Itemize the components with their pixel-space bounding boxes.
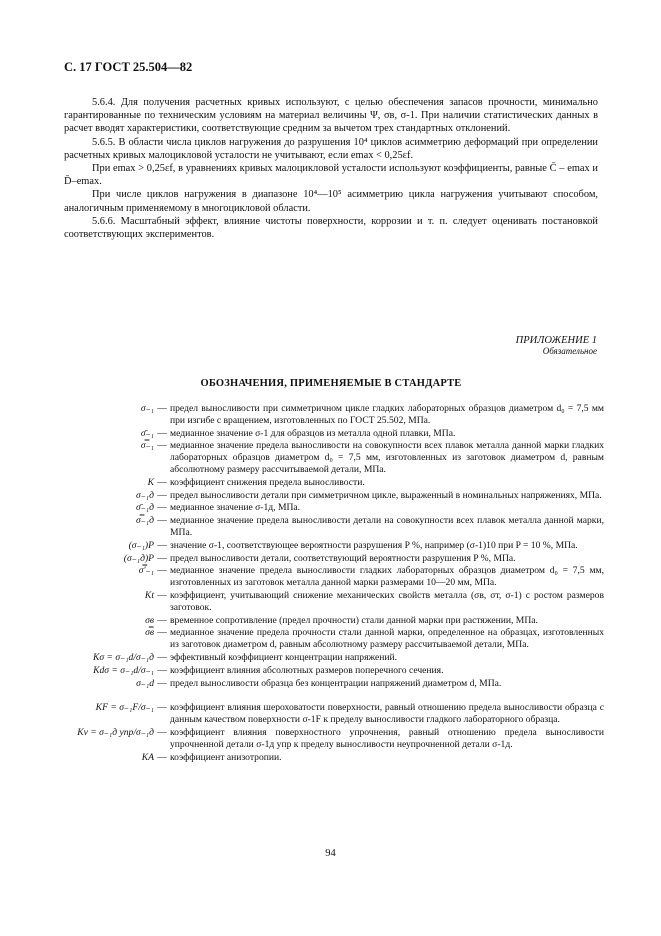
definition-dash: — — [157, 403, 167, 414]
definition-symbol: σ₋₁d — [136, 677, 154, 689]
appendix-subtitle: Обязательное — [542, 346, 597, 356]
definitions-list — [64, 403, 604, 764]
definition-symbol: Kv = σ₋₁д упр/σ₋₁д — [77, 726, 154, 738]
definition-text: эффективный коэффициент концентрации напряжений. — [170, 651, 398, 663]
definition-text: значение σ-1, соответствующее вероятности разрушения P %, например (σ-1)10 при P = 10 %, МПа. — [170, 539, 578, 551]
definition-item — [64, 590, 604, 614]
definition-dash: — — [157, 702, 167, 714]
definition-dash: — — [157, 751, 167, 763]
definitions-spacer — [64, 690, 604, 702]
definition-dash: — — [157, 614, 167, 626]
definition-text: медианное значение σ-1 для образцов из металла одной плавки, МПа. — [170, 427, 456, 439]
definition-item — [64, 678, 604, 690]
definition-symbol: (σ₋₁д)P — [123, 552, 154, 564]
paragraph-emax: При emax > 0,25εf, в уравнениях кривых малоцикловой усталости используют коэффициенты, равные C̄ – emax и D̄–emax. — [64, 163, 598, 188]
definition-text: коэффициент влияния шероховатости поверхности, равный отношению предела выносливости образца с данным качеством поверхности σ-1F к пределу выносливости гладкого лабораторного образца. — [170, 702, 604, 726]
definition-item — [64, 515, 604, 539]
definition-item — [64, 440, 604, 475]
definition-dash: — — [157, 427, 167, 439]
definition-symbol: σ̿₋₁д — [136, 515, 154, 527]
definition-item — [64, 553, 604, 565]
definition-dash: — — [157, 589, 167, 601]
paragraph-5-6-6: 5.6.6. Масштабный эффект, влияние чистоты поверхности, коррозии и т. п. следует оценивать постановкой соответствующих экспериментов. — [64, 215, 598, 241]
definition-symbol: KA — [141, 751, 154, 763]
definition-symbol: Kt — [144, 589, 154, 601]
definition-text: предел выносливости образца без концентрации напряжений диаметром d, МПа. — [170, 677, 502, 689]
definition-text: коэффициент анизотропии. — [170, 751, 282, 763]
definition-symbol: σв — [145, 614, 154, 626]
definition-item — [64, 540, 604, 552]
definition-text: коэффициент снижения предела выносливости. — [170, 476, 365, 488]
main-text — [64, 96, 598, 241]
definition-item — [64, 403, 604, 427]
definition-dash: — — [157, 489, 167, 501]
definition-item — [64, 702, 604, 726]
definition-item — [64, 490, 604, 502]
definition-text: медианное значение предела прочности стали данной марки, определенное на образцах, изготовленных из заготовок диаметром d, равным абсолютному размеру рассчитываемой детали, МПа. — [170, 627, 604, 651]
definition-dash: — — [157, 502, 167, 514]
definition-text: медианное значение предела выносливости гладких лабораторных образцов диаметром d₀ = 7,5 мм, изготовленных из заготовок металла данной марки размерами 10—20 мм, МПа. — [170, 565, 604, 589]
definition-item — [64, 752, 604, 764]
appendix-label — [516, 335, 597, 356]
definition-item — [64, 428, 604, 440]
paragraph-5-6-4: 5.6.4. Для получения расчетных кривых используют, с целью обеспечения запасов прочности, минимально гарантированные по техническим условиям на материал величины Ψ, σв, σ-1. При наличии статистических данных в расчет вводят характеристики, соответствующие средним за вычетом трех стандартных отклонений. — [64, 97, 598, 135]
definition-symbol: σ̄₋₁д — [136, 502, 154, 514]
definition-dash: — — [157, 726, 167, 738]
definition-dash: — — [157, 552, 167, 564]
definition-item — [64, 727, 604, 751]
definition-item — [64, 565, 604, 589]
definition-dash: — — [157, 627, 167, 639]
paragraph-cycles: При числе циклов нагружения в диапазоне 10⁴—10⁵ асимметрию цикла нагружения учитывают способом, аналогичным применяемому в многоцикловой области. — [64, 189, 598, 214]
definition-symbol: σ₋₁ — [140, 403, 154, 414]
definition-text: предел выносливости детали, соответствующий вероятности разрушения P %, МПа. — [170, 552, 516, 564]
definition-item — [64, 615, 604, 627]
definition-text: предел выносливости детали при симметричном цикле, выраженный в номинальных напряжениях, МПа. — [170, 489, 602, 501]
definition-dash: — — [157, 677, 167, 689]
definition-dash: — — [157, 651, 167, 663]
definition-symbol: (σ₋₁)P — [128, 539, 154, 551]
definition-item — [64, 477, 604, 489]
definition-item — [64, 665, 604, 677]
definition-text: коэффициент влияния поверхностного упрочнения, равный отношению предела выносливости упрочненной детали σ-1д упр к пределу выносливости неупрочненной детали σ-1д. — [170, 726, 604, 750]
definition-text: временное сопротивление (предел прочности) стали данной марки при растяжении, МПа. — [170, 614, 538, 626]
definition-symbol: K — [147, 476, 154, 488]
definition-symbol: Kdσ = σ₋₁d/σ₋₁ — [93, 664, 154, 676]
definition-dash: — — [157, 515, 167, 527]
paragraph-5-6-5: 5.6.5. В области числа циклов нагружения до разрушения 10⁴ циклов асимметрию деформаций при определении расчетных кривых малоцикловой усталости не учитывают, если emax < 0,25εf. — [64, 136, 598, 161]
page-number: 94 — [325, 848, 336, 859]
definition-item — [64, 627, 604, 651]
definition-symbol: σ̿₋₁ — [140, 440, 154, 452]
definition-text: коэффициент влияния абсолютных размеров поперечного сечения. — [170, 664, 444, 676]
definition-dash: — — [157, 565, 167, 577]
definition-dash: — — [157, 440, 167, 452]
page-header: С. 17 ГОСТ 25.504—82 — [64, 60, 193, 74]
definition-item — [64, 652, 604, 664]
definition-dash: — — [157, 476, 167, 488]
definition-text: медианное значение предела выносливости детали на совокупности всех плавок металла данной марки, МПа. — [170, 515, 604, 538]
definition-symbol: Kσ = σ₋₁d/σ₋₁д — [93, 651, 154, 663]
definition-text: предел выносливости при симметричном цикле гладких лабораторных образцов диаметром d₀ = 7,5 мм при изгибе с вращением, изготовленных по ГОСТ 25.502, МПа. — [170, 403, 604, 426]
definition-symbol: KF = σ₋₁F/σ₋₁ — [95, 702, 154, 714]
definition-text: коэффициент, учитывающий снижение механических свойств металла (σв, σт, σ-1) с ростом размеров заготовок. — [170, 589, 604, 613]
definition-text: медианное значение σ-1д, МПа. — [170, 502, 301, 514]
definition-symbol: σ₋₁д — [136, 489, 154, 501]
definition-text: медианное значение предела выносливости на совокупности всех плавок металла данной марки гладких лабораторных образцов диаметром d₀ = 7,5 мм, изготовленных из заготовок диаметром d, равным абсолютному размеру рассчитываемой детали, МПа. — [170, 440, 604, 475]
section-title: ОБОЗНАЧЕНИЯ, ПРИМЕНЯЕМЫЕ В СТАНДАРТЕ — [200, 378, 462, 389]
definition-symbol: σ̿в — [145, 627, 154, 639]
definition-dash: — — [157, 539, 167, 551]
appendix-title: ПРИЛОЖЕНИЕ 1 — [515, 335, 597, 346]
definition-symbol: σ̿′₋₁ — [138, 565, 154, 577]
definition-symbol: σ̄₋₁ — [140, 427, 154, 439]
definition-item — [64, 502, 604, 514]
definition-dash: — — [157, 664, 167, 676]
